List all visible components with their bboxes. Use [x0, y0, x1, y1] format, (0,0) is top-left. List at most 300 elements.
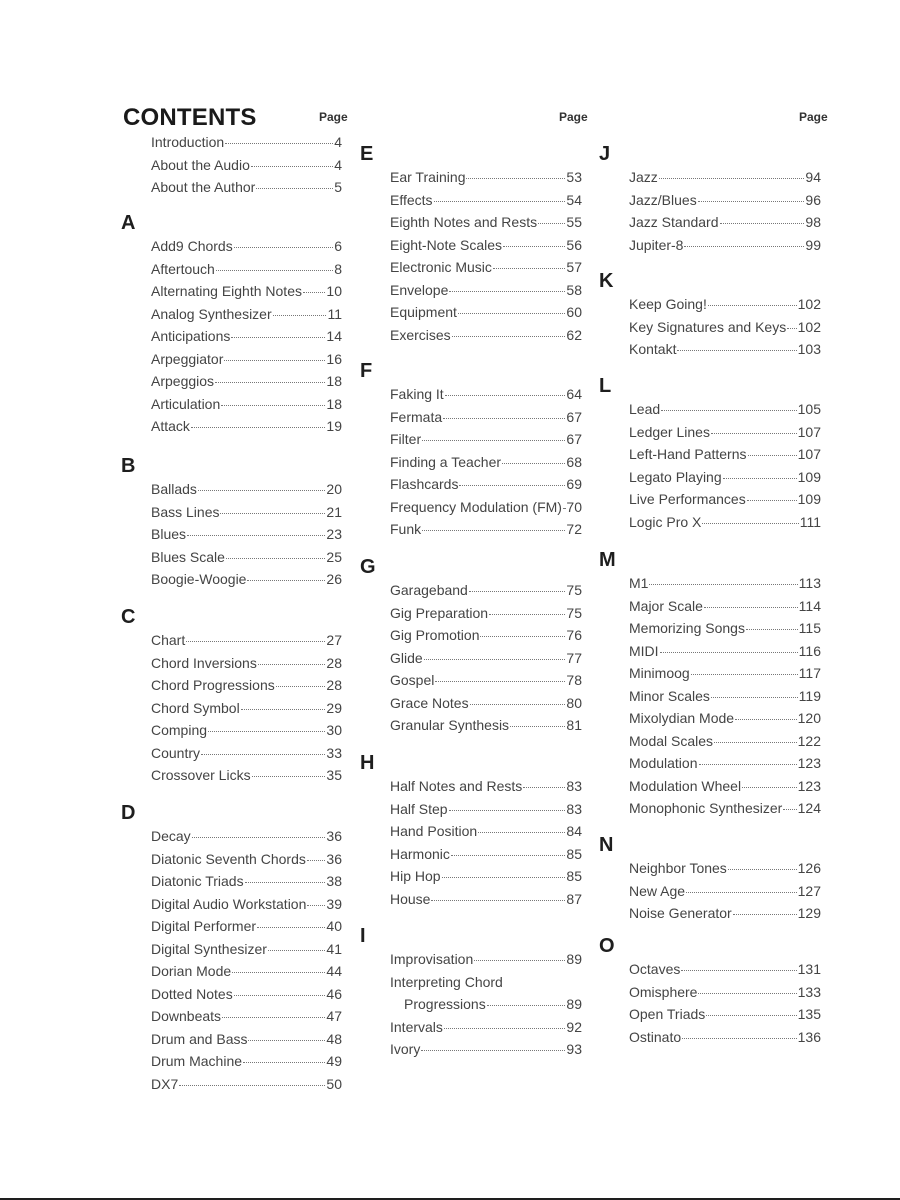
- entry-page-number: 60: [566, 304, 582, 320]
- entry-label: New Age: [629, 882, 686, 899]
- entry-label: Drum and Bass: [151, 1030, 248, 1047]
- toc-entry: [390, 521, 582, 544]
- contents-title: CONTENTS: [123, 104, 257, 131]
- entry-label: Jazz/Blues: [629, 191, 697, 208]
- entry-page-number: 62: [566, 326, 582, 343]
- entry-label: Improvisation: [390, 951, 474, 967]
- dot-leader: [241, 709, 326, 710]
- page-column-label: Page: [559, 110, 588, 124]
- dot-leader: [503, 246, 565, 247]
- entry-page-number: 33: [326, 744, 342, 761]
- entry-page-number: 44: [326, 963, 342, 979]
- toc-entry: [151, 261, 342, 284]
- toc-entry: [390, 627, 582, 650]
- section-letter: B: [121, 455, 136, 477]
- toc-entry: [151, 526, 342, 549]
- dot-leader: [234, 247, 333, 248]
- entry-label: Frequency Modulation (FM): [390, 498, 562, 515]
- entry-label: Bass Lines: [151, 503, 220, 520]
- section-letter: I: [360, 925, 366, 947]
- entry-label: Glide: [390, 649, 423, 666]
- toc-entry: [390, 259, 582, 282]
- dot-leader: [248, 1040, 325, 1041]
- section-letter: A: [121, 212, 136, 234]
- toc-entry: [629, 1029, 821, 1052]
- entry-label: Half Notes and Rests: [390, 778, 523, 794]
- dot-leader: [659, 178, 805, 179]
- entry-page-number: 81: [566, 717, 582, 733]
- section-letter: G: [360, 556, 376, 578]
- toc-entry: [629, 401, 821, 424]
- toc-entry: [629, 192, 821, 215]
- entry-label: Noise Generator: [629, 905, 732, 921]
- dot-leader: [273, 315, 327, 316]
- dot-leader: [232, 972, 325, 973]
- dot-leader: [256, 188, 333, 189]
- dot-leader: [458, 313, 565, 314]
- entry-page-number: 136: [797, 1028, 821, 1045]
- entry-page-number: 64: [566, 386, 582, 402]
- entry-page-number: 107: [797, 423, 821, 440]
- entry-label: Major Scale: [629, 597, 703, 614]
- section-entries: [151, 238, 342, 441]
- dot-leader: [307, 905, 325, 906]
- entry-label: Legato Playing: [629, 468, 722, 485]
- entry-page-number: 49: [326, 1053, 342, 1069]
- entry-label: Eight-Note Scales: [390, 236, 503, 253]
- toc-entry: [629, 469, 821, 492]
- dot-leader: [215, 382, 325, 383]
- toc-entry: [629, 710, 821, 733]
- dot-leader: [303, 292, 325, 293]
- dot-leader: [747, 500, 797, 501]
- entry-page-number: 28: [326, 654, 342, 671]
- entry-label: Dotted Notes: [151, 985, 233, 1002]
- entry-page-number: 116: [798, 642, 821, 659]
- dot-leader: [661, 410, 796, 411]
- entry-page-number: 8: [334, 260, 342, 277]
- toc-entry: [390, 695, 582, 718]
- dot-leader: [251, 166, 333, 167]
- toc-entry: [151, 918, 342, 941]
- toc-entry: [151, 1076, 342, 1099]
- entry-page-number: 30: [326, 722, 342, 738]
- entry-label: Diatonic Seventh Chords: [151, 850, 306, 867]
- dot-leader: [186, 641, 325, 642]
- toc-entry: [151, 700, 342, 723]
- dot-leader: [449, 810, 566, 811]
- entry-page-number: 124: [797, 800, 821, 816]
- section-entries: [390, 951, 582, 1064]
- entry-label: Harmonic: [390, 845, 450, 862]
- entry-label: Gospel: [390, 672, 435, 688]
- toc-entry: [629, 643, 821, 666]
- toc-entry: [151, 418, 342, 441]
- toc-entry: [151, 549, 342, 572]
- dot-leader: [276, 686, 326, 687]
- toc-entry: [151, 1053, 342, 1076]
- toc-entry: [629, 688, 821, 711]
- entry-label: Logic Pro X: [629, 513, 702, 530]
- section-entries: [390, 778, 582, 913]
- dot-leader: [711, 697, 798, 698]
- toc-entry: [151, 896, 342, 919]
- entry-label: Neighbor Tones: [629, 860, 727, 876]
- entry-label: Memorizing Songs: [629, 620, 745, 636]
- entry-label: Mixolydian Mode: [629, 710, 735, 726]
- toc-entry: [629, 296, 821, 319]
- toc-entry: [151, 571, 342, 594]
- toc-entry: [151, 1008, 342, 1031]
- entry-page-number: 126: [797, 860, 821, 876]
- entry-label: Left-Hand Patterns: [629, 446, 747, 462]
- toc-entry: [151, 722, 342, 745]
- entry-label: Finding a Teacher: [390, 453, 502, 470]
- entry-label: Digital Synthesizer: [151, 940, 267, 957]
- entry-label: Introduction: [151, 134, 225, 150]
- entry-label: Funk: [390, 521, 422, 537]
- toc-entry: [151, 157, 342, 180]
- dot-leader: [224, 360, 325, 361]
- dot-leader: [221, 405, 325, 406]
- entry-label: Modulation: [629, 755, 698, 771]
- entry-page-number: 83: [566, 778, 582, 794]
- entry-page-number: 113: [798, 575, 821, 591]
- dot-leader: [706, 1015, 796, 1016]
- entry-label: Minimoog: [629, 665, 690, 681]
- toc-entry: [390, 823, 582, 846]
- toc-entry: [629, 620, 821, 643]
- dot-leader: [684, 246, 804, 247]
- section-entries: [629, 961, 821, 1051]
- toc-entry: [151, 963, 342, 986]
- entry-label: Modal Scales: [629, 732, 714, 749]
- page-column-label: Page: [319, 110, 348, 124]
- entry-page-number: 75: [566, 582, 582, 598]
- entry-page-number: 14: [326, 328, 342, 344]
- entry-page-number: 40: [326, 918, 342, 934]
- toc-entry: [629, 514, 821, 537]
- entry-label: Ivory: [390, 1041, 421, 1057]
- section-entries: [629, 860, 821, 928]
- section-letter: E: [360, 143, 374, 165]
- entry-page-number: 83: [566, 800, 582, 817]
- entry-label: DX7: [151, 1075, 179, 1092]
- entry-page-number: 54: [566, 191, 582, 208]
- dot-leader: [191, 427, 326, 428]
- entry-label: Chord Inversions: [151, 654, 257, 671]
- entry-page-number: 18: [326, 373, 342, 389]
- dot-leader: [466, 178, 565, 179]
- section-entries: [151, 632, 342, 790]
- dot-leader: [510, 726, 565, 727]
- entry-label: Open Triads: [629, 1006, 706, 1022]
- entry-page-number: 6: [334, 238, 342, 254]
- entry-page-number: 11: [327, 305, 342, 322]
- entry-page-number: 135: [797, 1006, 821, 1022]
- entry-page-number: 120: [797, 710, 821, 726]
- entry-page-number: 5: [334, 179, 342, 195]
- entry-label: Chord Symbol: [151, 699, 240, 716]
- entry-label: Filter: [390, 431, 422, 447]
- dot-leader: [444, 1028, 566, 1029]
- entry-page-number: 123: [797, 777, 821, 794]
- entry-page-number: 115: [798, 620, 821, 636]
- toc-entry: [390, 282, 582, 305]
- section-entries: [629, 296, 821, 364]
- entry-label: About the Author: [151, 179, 256, 195]
- dot-leader: [708, 305, 797, 306]
- toc-entry: [390, 214, 582, 237]
- toc-entry: [151, 481, 342, 504]
- entry-label: Modulation Wheel: [629, 777, 742, 794]
- entry-label: Ear Training: [390, 169, 466, 185]
- dot-leader: [748, 455, 797, 456]
- toc-entry: [629, 665, 821, 688]
- dot-leader: [723, 478, 797, 479]
- entry-label: Lead: [629, 401, 661, 417]
- entry-page-number: 77: [566, 649, 582, 666]
- section-entries: [151, 828, 342, 1098]
- toc-entry: [390, 891, 582, 914]
- toc-entry: [629, 961, 821, 984]
- toc-entry: [390, 605, 582, 628]
- dot-leader: [434, 201, 566, 202]
- entry-label: MIDI: [629, 642, 659, 659]
- entry-page-number: 89: [566, 951, 582, 967]
- dot-leader: [220, 513, 325, 514]
- dot-leader: [682, 1038, 797, 1039]
- dot-leader: [245, 882, 326, 883]
- entry-page-number: 131: [797, 961, 821, 977]
- entry-page-number: 68: [566, 453, 582, 470]
- dot-leader: [480, 636, 565, 637]
- toc-entry: [151, 745, 342, 768]
- toc-entry: [629, 237, 821, 260]
- entry-page-number: 89: [566, 996, 582, 1012]
- dot-leader: [231, 337, 325, 338]
- toc-entry: [390, 801, 582, 824]
- dot-leader: [243, 1062, 325, 1063]
- entry-label: Interpreting Chord: [390, 973, 503, 990]
- toc-entry: [629, 800, 821, 823]
- entry-page-number: 75: [566, 604, 582, 621]
- entry-label: About the Audio: [151, 156, 250, 173]
- entry-label: Equipment: [390, 304, 457, 320]
- section-entries: [390, 582, 582, 740]
- toc-entry: [629, 341, 821, 364]
- entry-page-number: 76: [566, 627, 582, 643]
- entry-label: Jupiter-8: [629, 236, 684, 253]
- dot-leader: [702, 523, 798, 524]
- section-letter: N: [599, 834, 614, 856]
- dot-leader: [787, 328, 796, 329]
- dot-leader: [649, 584, 797, 585]
- dot-leader: [435, 681, 565, 682]
- dot-leader: [257, 927, 325, 928]
- entry-label: Key Signatures and Keys: [629, 318, 787, 335]
- entry-label: Drum Machine: [151, 1053, 243, 1069]
- entry-label: Grace Notes: [390, 694, 469, 711]
- entry-label: Ballads: [151, 481, 197, 497]
- entry-label: Diatonic Triads: [151, 873, 244, 889]
- toc-entry: [390, 499, 582, 522]
- entry-label: M1: [629, 575, 649, 591]
- entry-label: Digital Audio Workstation: [151, 895, 307, 912]
- dot-leader: [225, 143, 333, 144]
- dot-leader: [699, 764, 797, 765]
- entry-page-number: 20: [326, 481, 342, 497]
- entry-label: Arpeggiator: [151, 350, 224, 367]
- entry-page-number: 4: [334, 134, 342, 150]
- dot-leader: [443, 418, 565, 419]
- entry-label: Add9 Chords: [151, 238, 233, 254]
- dot-leader: [192, 837, 326, 838]
- entry-page-number: 80: [566, 694, 582, 711]
- dot-leader: [442, 877, 566, 878]
- entry-page-number: 85: [566, 868, 582, 884]
- entry-page-number: 94: [805, 169, 821, 185]
- dot-leader: [201, 754, 325, 755]
- entry-label: Eighth Notes and Rests: [390, 214, 538, 230]
- toc-entry: [629, 733, 821, 756]
- toc-entry: [390, 846, 582, 869]
- entry-label: Aftertouch: [151, 260, 215, 277]
- dot-leader: [226, 558, 325, 559]
- entry-page-number: 102: [797, 318, 821, 335]
- dot-leader: [431, 900, 565, 901]
- entry-label: Omisphere: [629, 983, 698, 1000]
- entry-label: Intervals: [390, 1018, 443, 1035]
- toc-entry: [151, 1031, 342, 1054]
- entry-page-number: 119: [798, 687, 821, 704]
- entry-label: Granular Synthesis: [390, 717, 510, 733]
- toc-entry: [390, 974, 582, 1019]
- entry-label: Jazz Standard: [629, 214, 719, 230]
- toc-entry: [151, 134, 342, 157]
- entry-page-number: 87: [566, 890, 582, 907]
- entry-label: Faking It: [390, 386, 444, 402]
- entry-page-number: 48: [326, 1030, 342, 1047]
- entry-label: Blues: [151, 526, 187, 542]
- toc-entry: [390, 386, 582, 409]
- entry-label: Electronic Music: [390, 259, 492, 275]
- entry-page-number: 123: [797, 755, 821, 771]
- dot-leader: [216, 270, 333, 271]
- dot-leader: [538, 223, 565, 224]
- entry-page-number: 27: [326, 632, 342, 648]
- section-entries: [629, 575, 821, 823]
- entry-label: Keep Going!: [629, 296, 707, 312]
- toc-entry: [151, 828, 342, 851]
- entry-page-number: 102: [797, 296, 821, 312]
- toc-entry: [629, 424, 821, 447]
- toc-entry: [629, 984, 821, 1007]
- dot-leader: [222, 1017, 325, 1018]
- entry-page-number: 92: [566, 1018, 582, 1035]
- entry-label: Digital Performer: [151, 918, 257, 934]
- entry-label: Blues Scale: [151, 548, 225, 565]
- entry-page-number: 4: [334, 156, 342, 173]
- dot-leader: [660, 652, 798, 653]
- entry-page-number: 26: [326, 571, 342, 587]
- toc-entry: [629, 1006, 821, 1029]
- section-letter: F: [360, 360, 373, 382]
- entry-page-number: 111: [799, 513, 821, 530]
- entry-label: Jazz: [629, 169, 658, 185]
- toc-entry: [390, 1041, 582, 1064]
- toc-entry: [629, 598, 821, 621]
- entry-page-number: 78: [566, 672, 582, 688]
- entry-page-number: 56: [566, 236, 582, 253]
- toc-entry: [390, 431, 582, 454]
- toc-entry: [390, 582, 582, 605]
- toc-entry: [390, 717, 582, 740]
- entry-label: Chart: [151, 632, 186, 648]
- dot-leader: [489, 614, 565, 615]
- dot-leader: [523, 787, 565, 788]
- toc-entry: [151, 179, 342, 202]
- entry-page-number: 67: [566, 408, 582, 425]
- section-letter: M: [599, 549, 616, 571]
- entry-label: Downbeats: [151, 1008, 222, 1024]
- toc-entry: [151, 851, 342, 874]
- dot-leader: [733, 914, 797, 915]
- entry-label: Decay: [151, 828, 191, 844]
- entry-label: Comping: [151, 722, 208, 738]
- dot-leader: [720, 223, 805, 224]
- dot-leader: [247, 580, 325, 581]
- entry-page-number: 109: [797, 468, 821, 485]
- dot-leader: [487, 1005, 566, 1006]
- dot-leader: [474, 960, 565, 961]
- entry-page-number: 35: [326, 767, 342, 783]
- toc-entry: [629, 778, 821, 801]
- entry-page-number: 127: [797, 882, 821, 899]
- toc-entry: [390, 951, 582, 974]
- entry-page-number: 93: [566, 1041, 582, 1057]
- entry-page-number: 23: [326, 526, 342, 542]
- entry-label: Gig Preparation: [390, 604, 489, 621]
- entry-page-number: 96: [805, 191, 821, 208]
- dot-leader: [704, 607, 798, 608]
- entry-label: Hand Position: [390, 823, 478, 839]
- dot-leader: [746, 629, 798, 630]
- entry-label: Kontakt: [629, 341, 677, 357]
- toc-entry: [151, 238, 342, 261]
- section-letter: C: [121, 606, 136, 628]
- entry-page-number: 72: [566, 521, 582, 537]
- entry-label: Crossover Licks: [151, 767, 251, 783]
- entry-page-number: 47: [326, 1008, 342, 1024]
- dot-leader: [563, 508, 565, 509]
- entry-page-number: 16: [326, 350, 342, 367]
- entry-label: Analog Synthesizer: [151, 305, 272, 322]
- entry-page-number: 114: [798, 597, 821, 614]
- dot-leader: [681, 970, 796, 971]
- entry-page-number: 103: [797, 341, 821, 357]
- entry-label: Hip Hop: [390, 868, 441, 884]
- toc-entry: [390, 237, 582, 260]
- entry-page-number: 29: [326, 699, 342, 716]
- dot-leader: [258, 664, 326, 665]
- toc-entry: [629, 575, 821, 598]
- section-letter: K: [599, 270, 614, 292]
- toc-entry: [151, 873, 342, 896]
- dot-leader: [686, 892, 797, 893]
- toc-entry: [151, 941, 342, 964]
- entry-page-number: 117: [798, 665, 821, 681]
